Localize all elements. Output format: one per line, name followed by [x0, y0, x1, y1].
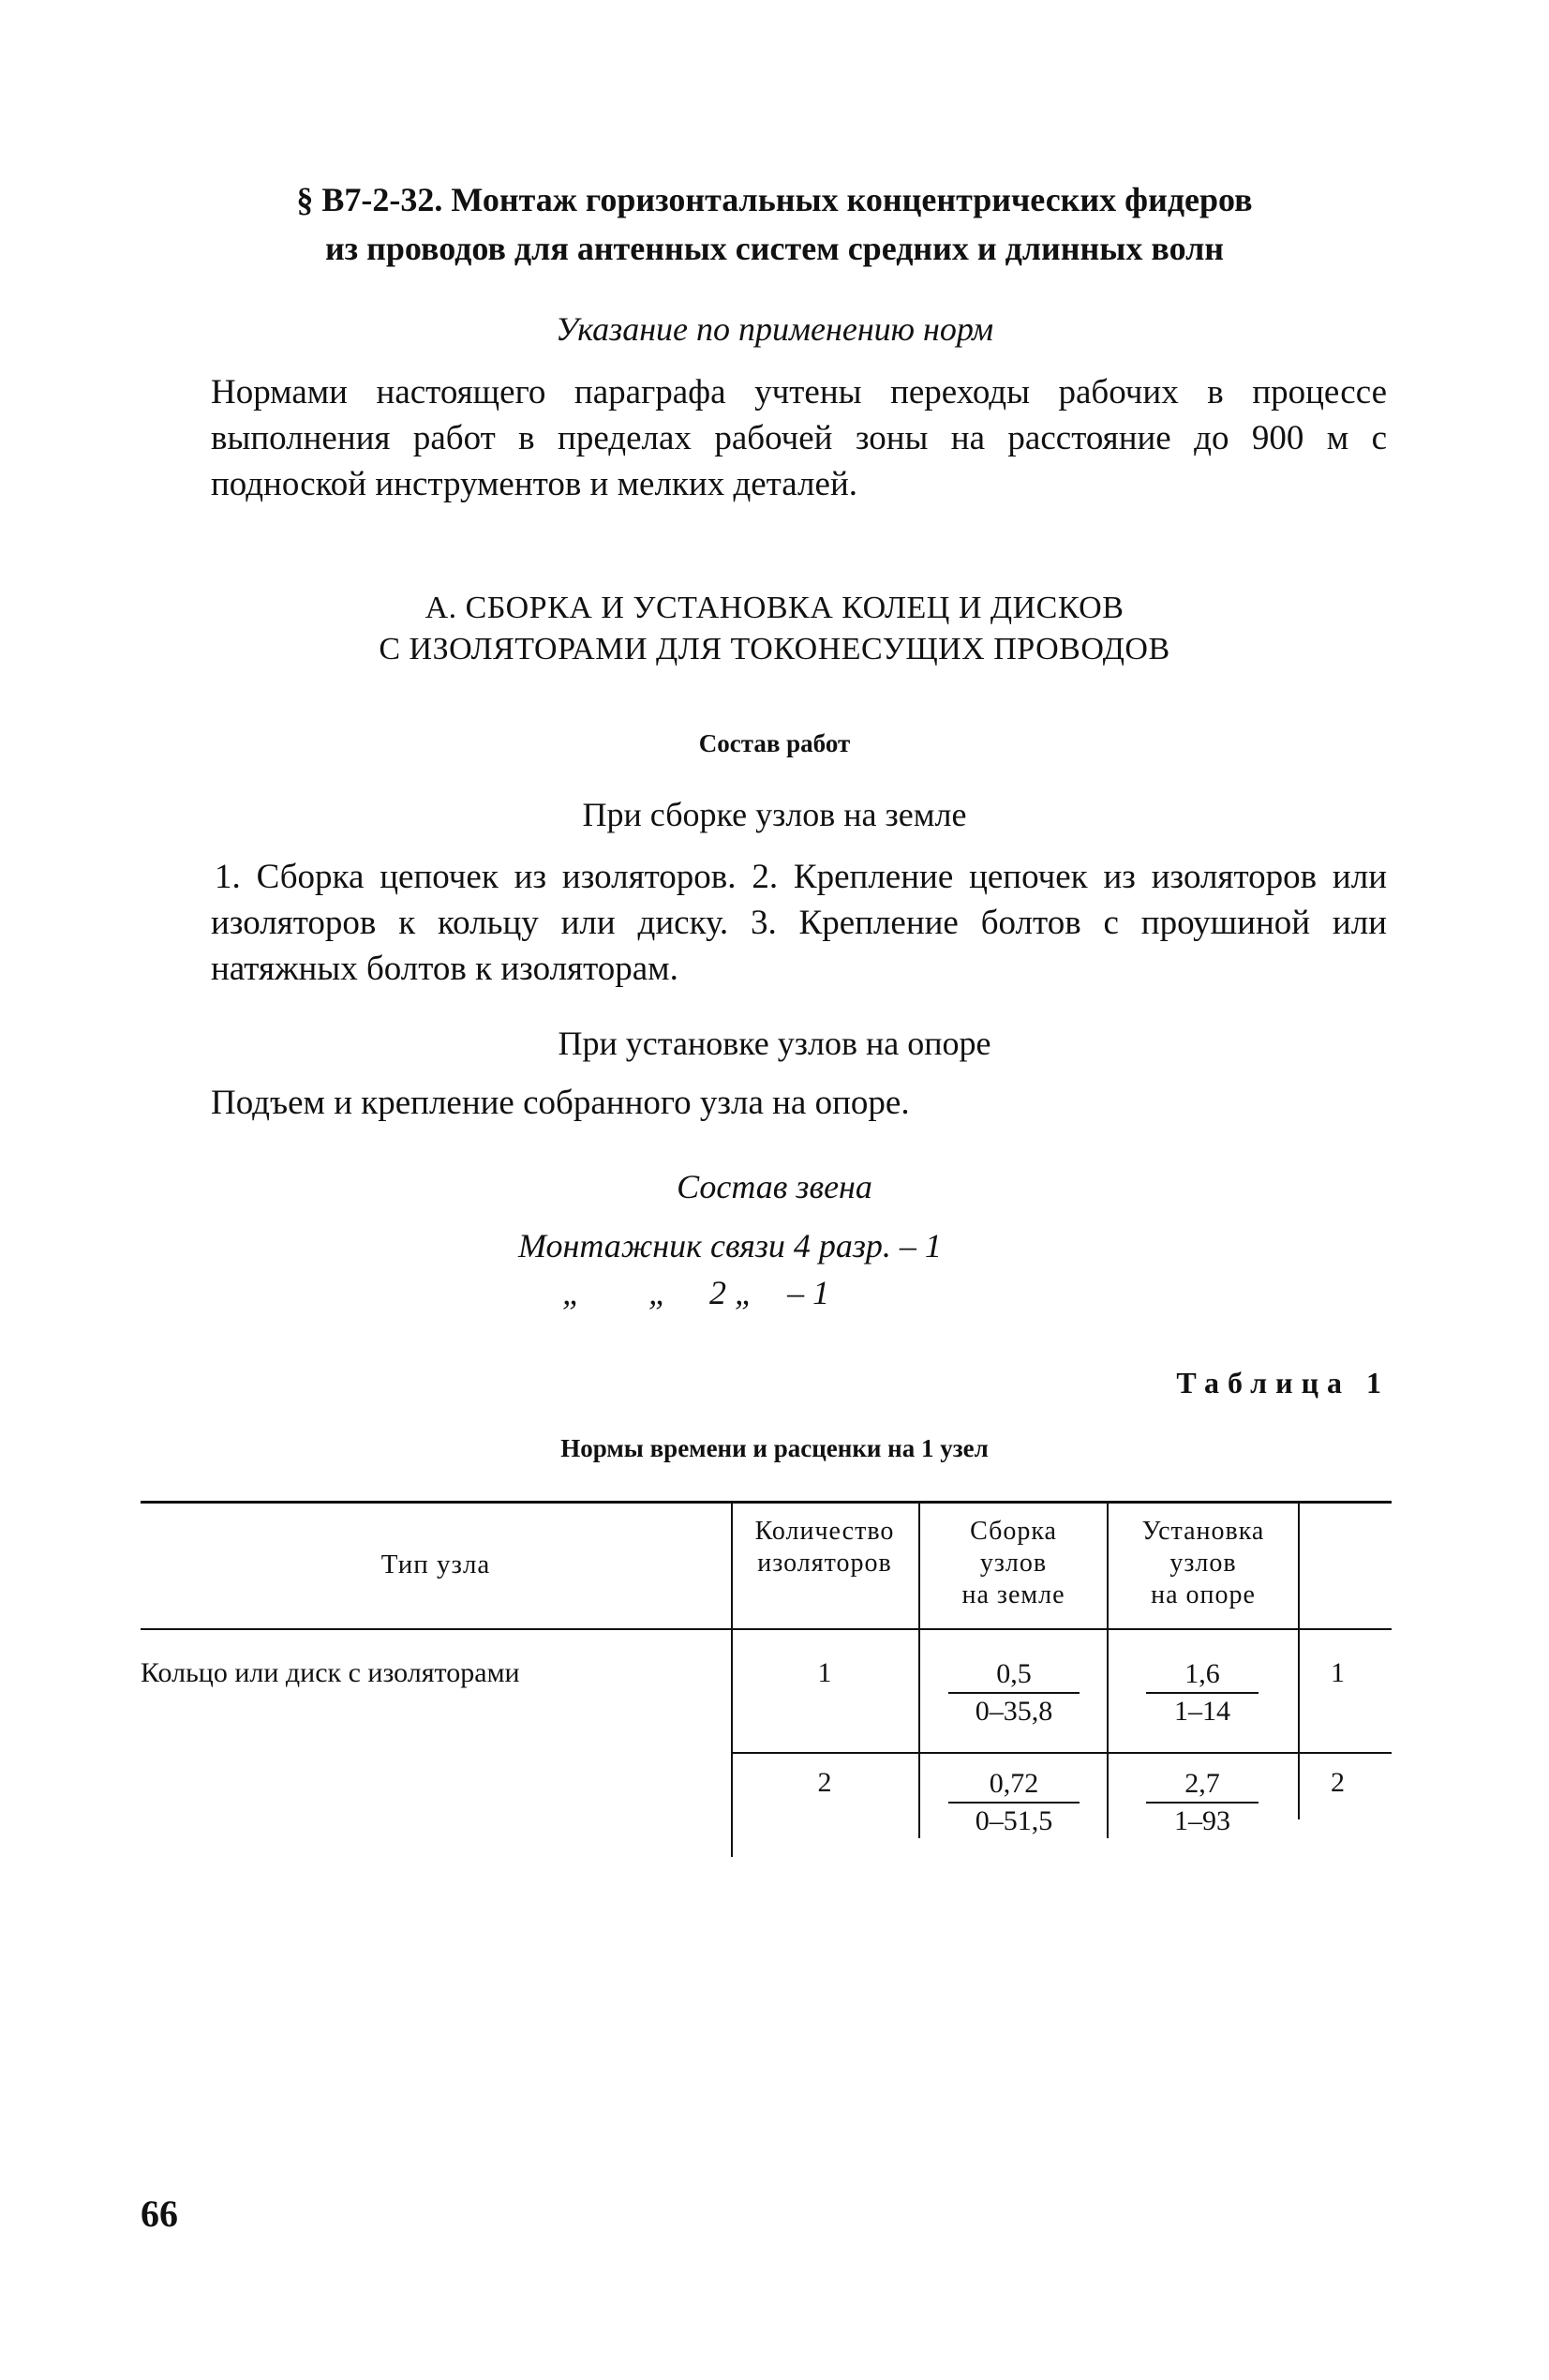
- row1-count: 1: [817, 1657, 832, 1688]
- table-header-rule: [141, 1628, 1392, 1630]
- guidance-title: Указание по применению норм: [555, 310, 994, 348]
- header-install-line2: узлов: [1169, 1549, 1237, 1578]
- row2-count: 2: [817, 1767, 832, 1798]
- row1-assembly-rate: 0–35,8: [948, 1692, 1080, 1729]
- header-assembly-line1: Сборка: [970, 1517, 1057, 1546]
- team-line1: Монтажник связи 4 разр. – 1: [518, 1227, 942, 1265]
- team-title: Состав звена: [677, 1168, 872, 1205]
- team-line2: „ „ 2 „ – 1: [562, 1274, 830, 1311]
- section-heading-line1: § В7-2-32. Монтаж горизонтальных концентрических фидеров: [296, 181, 1253, 218]
- section-heading-line2: из проводов для антенных систем средних и длинных волн: [324, 230, 1225, 267]
- section-a-title-line2: С ИЗОЛЯТОРАМИ ДЛЯ ТОКОНЕСУЩИХ ПРОВОДОВ: [379, 632, 1170, 666]
- row2-assembly-time: 0,72: [989, 1768, 1039, 1799]
- row2-install-time: 2,7: [1184, 1768, 1220, 1799]
- header-install-line1: Установка: [1141, 1517, 1265, 1546]
- header-count: [731, 1516, 918, 1579]
- ground-assembly-title: При сборке узлов на земле: [582, 796, 967, 833]
- support-install-text: Подъем и крепление собранного узла на опоре.: [211, 1084, 910, 1122]
- row1-number: 1: [1331, 1657, 1345, 1688]
- table-row-rule: [731, 1752, 1392, 1754]
- header-count-line1: Количество: [754, 1517, 895, 1546]
- section-a-title-line1: А. СБОРКА И УСТАНОВКА КОЛЕЦ И ДИСКОВ: [424, 591, 1125, 625]
- header-type: Тип узла: [380, 1549, 491, 1579]
- row1-install-rate: 1–14: [1146, 1692, 1259, 1729]
- row2-assembly-norm: [948, 1766, 1080, 1839]
- table-col-divider-4: [1298, 1501, 1300, 1819]
- support-install-title: При установке узлов на опоре: [558, 1025, 991, 1062]
- row2-assembly-rate: 0–51,5: [948, 1802, 1080, 1839]
- row1-type: Кольцо или диск с изоляторами: [141, 1657, 520, 1688]
- header-install-line3: на опоре: [1151, 1580, 1256, 1609]
- work-scope-title: Состав работ: [698, 729, 851, 757]
- row2-install-rate: 1–93: [1146, 1802, 1259, 1839]
- header-assembly-line2: узлов: [979, 1549, 1048, 1578]
- guidance-text: Нормами настоящего параграфа учтены переходы рабочих в процессе выполнения работ в пределах рабочей зоны на расстояние до 900 м с подноской инструментов и мелких деталей.: [211, 373, 1387, 503]
- ground-assembly-text: 1. Сборка цепочек из изоляторов. 2. Крепление цепочек из изоляторов или изоляторов к кольцу или диску. 3. Крепление болтов с проушиной или натяжных болтов к изоляторам.: [211, 858, 1387, 988]
- header-install: [1109, 1516, 1298, 1611]
- table-caption: Нормы времени и расценки на 1 узел: [560, 1434, 989, 1462]
- table-top-rule: [141, 1501, 1392, 1504]
- table-label: Таблица 1: [1176, 1366, 1390, 1400]
- row2-number: 2: [1331, 1767, 1345, 1798]
- row1-install-time: 1,6: [1184, 1658, 1220, 1689]
- row1-assembly-time: 0,5: [996, 1658, 1032, 1689]
- header-assembly-line3: на земле: [961, 1580, 1065, 1609]
- header-count-line2: изоляторов: [757, 1549, 892, 1578]
- row1-install-norm: [1146, 1656, 1259, 1729]
- header-assembly: [920, 1516, 1107, 1611]
- page-number: 66: [141, 2193, 178, 2235]
- row2-install-norm: [1146, 1766, 1259, 1839]
- row1-assembly-norm: [948, 1656, 1080, 1729]
